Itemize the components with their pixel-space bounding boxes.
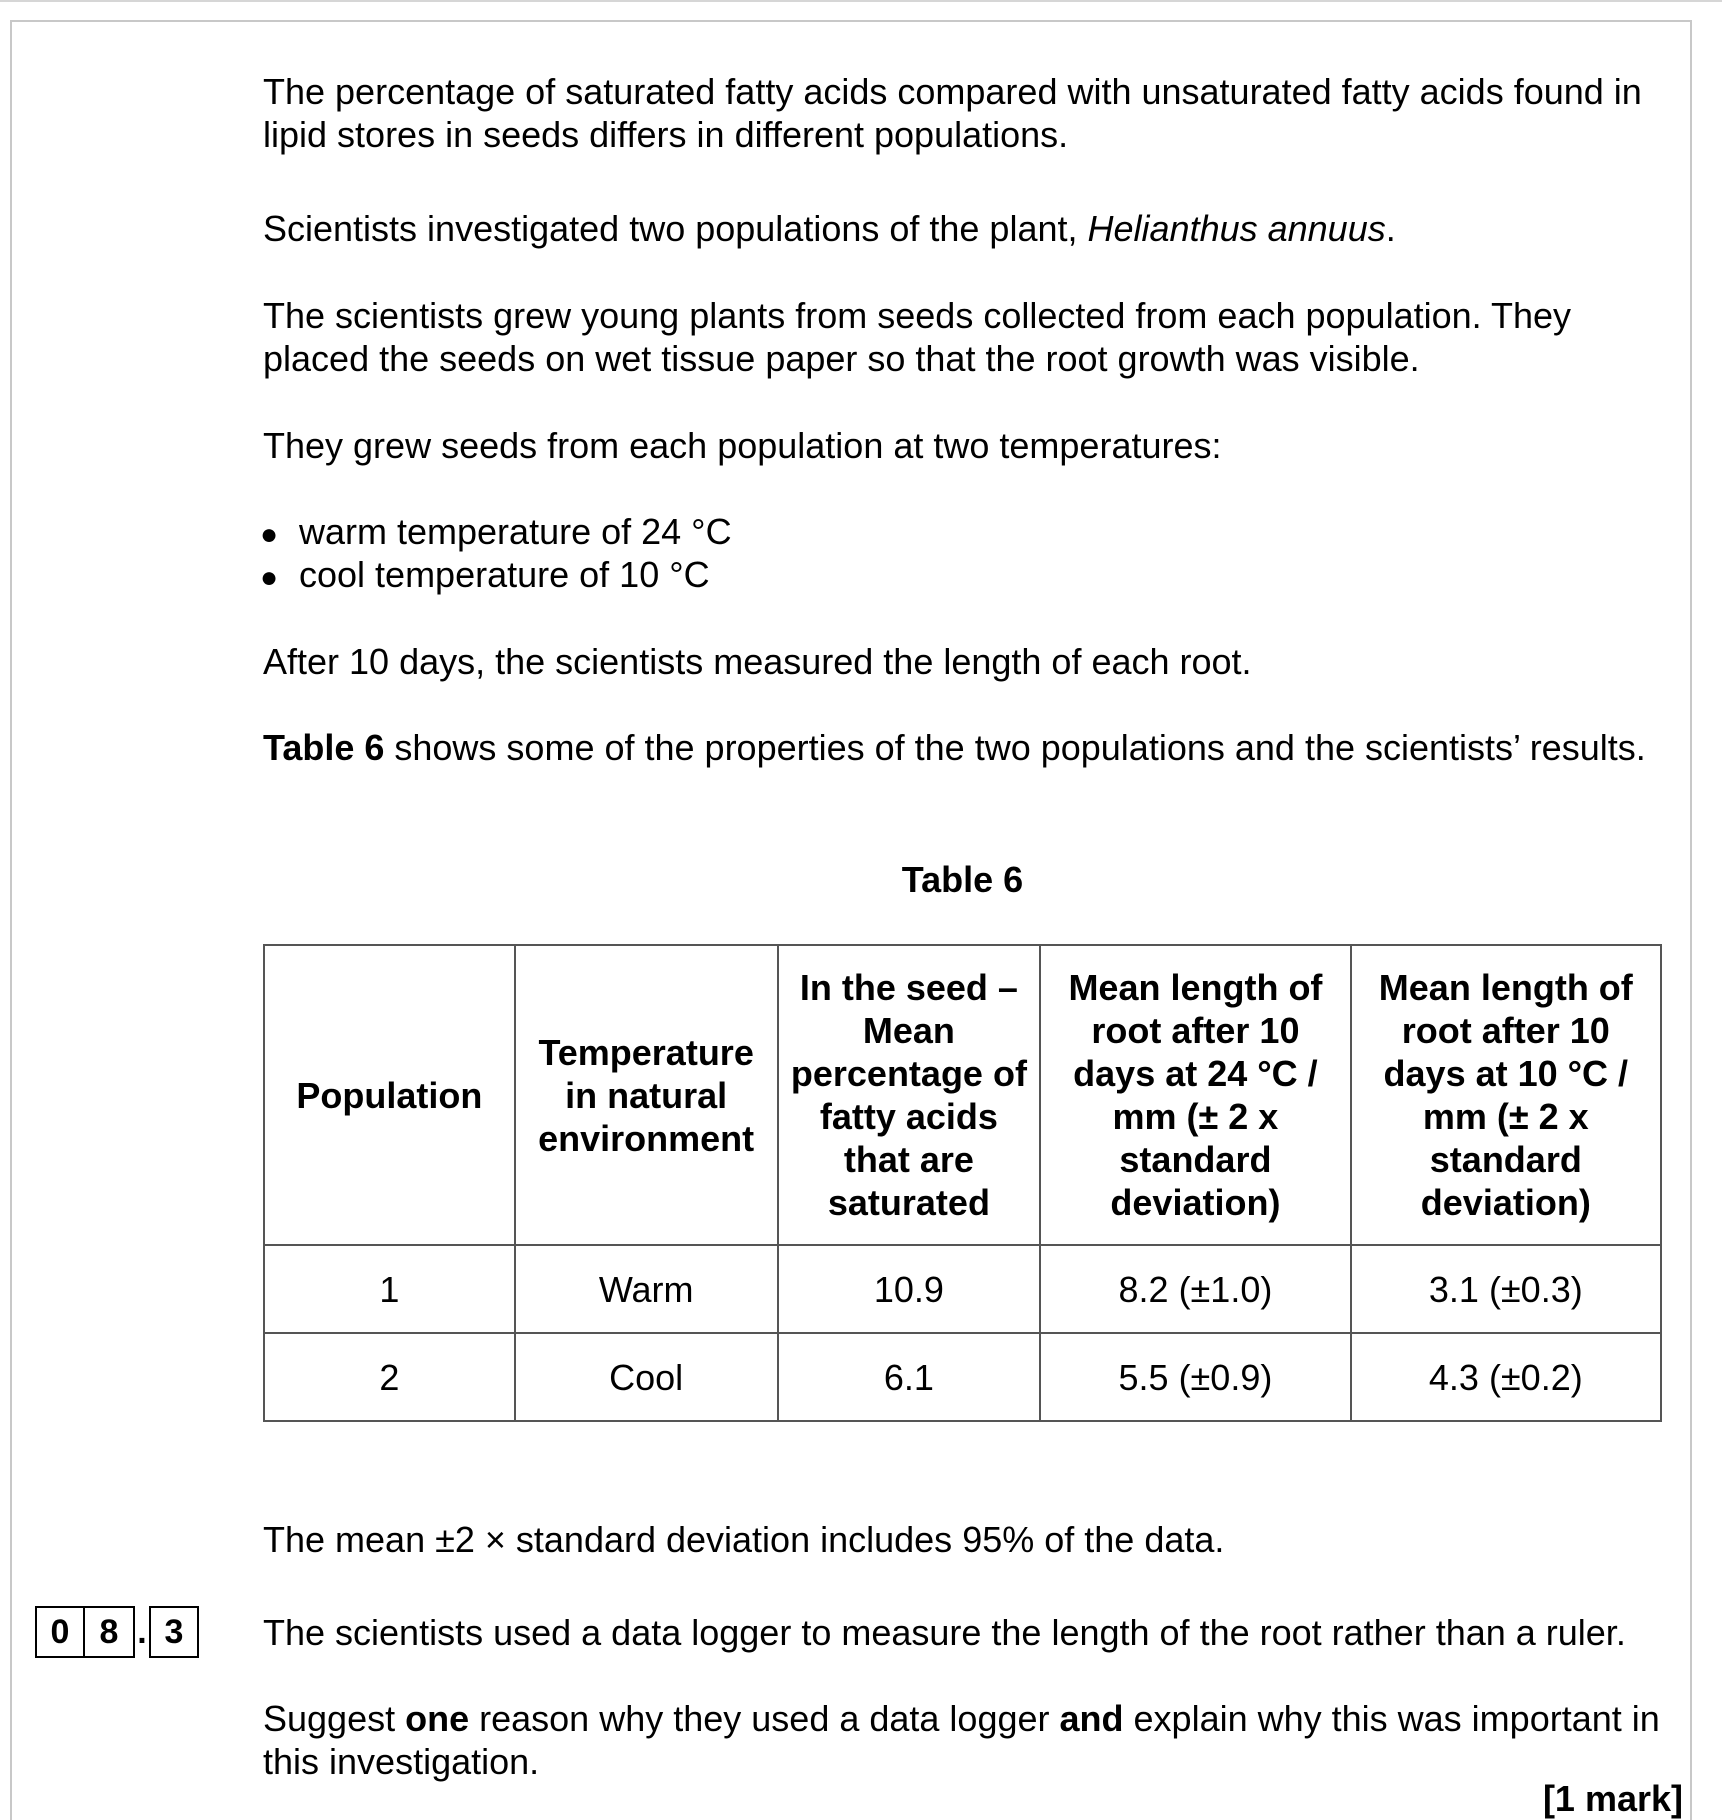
intro-paragraph-6 xyxy=(263,726,1646,769)
temperature-list xyxy=(260,510,732,596)
prompt-part: Suggest xyxy=(263,1698,406,1739)
table-title: Table 6 xyxy=(901,859,1024,900)
table-cell: 6.1 xyxy=(778,1333,1041,1421)
intro-paragraph-2 xyxy=(263,207,1396,250)
results-table xyxy=(263,944,1662,1422)
table-cell: 1 xyxy=(264,1245,515,1333)
p2-suffix: . xyxy=(1385,208,1396,249)
header-length-10: Mean length of root after 10 days at 10 °C / mm (± 2 x standard deviation) xyxy=(1351,945,1661,1245)
table-row xyxy=(264,1333,1661,1421)
p6-rest: shows some of the properties of the two populations and the scientists’ results. xyxy=(384,727,1646,768)
table-cell: 3.1 (±0.3) xyxy=(1351,1245,1661,1333)
intro-paragraph-4: They grew seeds from each population at two temperatures: xyxy=(263,425,1222,466)
intro-paragraph-1: The percentage of saturated fatty acids compared with unsaturated fatty acids found in lipid stores in seeds differs in different populations. xyxy=(263,71,1642,155)
species-name: Helianthus annuus xyxy=(1087,208,1386,249)
header-temperature: Temperature in natural environment xyxy=(515,945,778,1245)
header-length-24: Mean length of root after 10 days at 24 °C / mm (± 2 x standard deviation) xyxy=(1040,945,1350,1245)
prompt-part: explain why this was important in this investigation. xyxy=(263,1698,1660,1782)
table-cell: 5.5 (±0.9) xyxy=(1040,1333,1350,1421)
bullet-text: warm temperature of 24 °C xyxy=(299,511,732,552)
prompt-bold-one: one xyxy=(405,1698,470,1739)
top-divider xyxy=(0,0,1722,2)
table-cell: Warm xyxy=(515,1245,778,1333)
table-cell: 8.2 (±1.0) xyxy=(1040,1245,1350,1333)
question-text: The scientists used a data logger to measure the length of the root rather than a ruler. xyxy=(263,1612,1626,1653)
p2-prefix: Scientists investigated two populations of the plant, xyxy=(263,208,1088,249)
intro-paragraph-5: After 10 days, the scientists measured the length of each root. xyxy=(263,641,1252,682)
list-item xyxy=(260,553,732,596)
table-cell: Cool xyxy=(515,1333,778,1421)
header-population: Population xyxy=(264,945,515,1245)
mark-allocation: [1 mark] xyxy=(1542,1778,1683,1819)
prompt-bold-and: and xyxy=(1059,1698,1124,1739)
question-number xyxy=(35,1606,199,1658)
question-number-digit: 8 xyxy=(85,1606,135,1658)
question-number-digit: 3 xyxy=(149,1606,199,1658)
table-cell: 2 xyxy=(264,1333,515,1421)
question-prompt xyxy=(263,1697,1683,1783)
list-item xyxy=(260,510,732,553)
table-reference: Table 6 xyxy=(263,727,385,768)
bullet-icon: ● xyxy=(260,561,279,594)
table-cell: 4.3 (±0.2) xyxy=(1351,1333,1661,1421)
sd-note: The mean ±2 × standard deviation includes 95% of the data. xyxy=(263,1519,1225,1560)
question-number-separator: . xyxy=(137,1612,147,1651)
intro-paragraph-3: The scientists grew young plants from seeds collected from each population. They placed the seeds on wet tissue paper so that the root growth was visible. xyxy=(263,295,1572,379)
header-saturated: In the seed – Mean percentage of fatty acids that are saturated xyxy=(778,945,1041,1245)
table-header-row xyxy=(264,945,1661,1245)
bullet-text: cool temperature of 10 °C xyxy=(299,554,710,595)
table-cell: 10.9 xyxy=(778,1245,1041,1333)
question-number-digit: 0 xyxy=(35,1606,85,1658)
prompt-part: reason why they used a data logger xyxy=(469,1698,1060,1739)
table-row xyxy=(264,1245,1661,1333)
bullet-icon: ● xyxy=(260,518,279,551)
